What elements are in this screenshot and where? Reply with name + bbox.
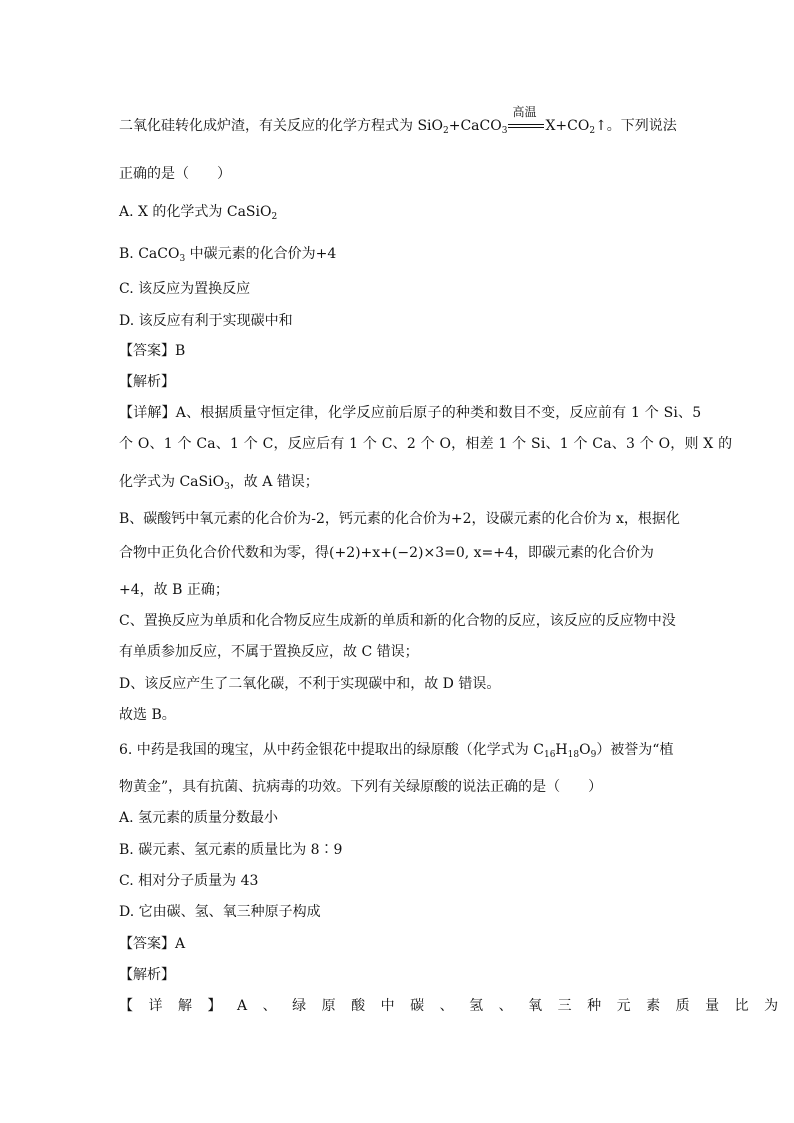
q5-option-b-text-b: 中碳元素的化合价为+4 [185, 246, 337, 262]
q5-detail-line4: B、碳酸钙中氧元素的化合价为-2，钙元素的化合价为+2，设碳元素的化合价为 x，根据化 [119, 511, 680, 527]
q6-stem-line2: 物黄金”，具有抗菌、抗病毒的功效。下列有关绿原酸的说法正确的是（ ） [119, 779, 603, 795]
q6-stem-line1 [119, 740, 679, 760]
q5-stem-line1 [119, 105, 679, 136]
q5-detail-line3-text-b: ，故 A 错误； [229, 474, 319, 490]
q6-formula-sub-h: 18 [567, 750, 580, 760]
reaction-condition-arrow [508, 105, 544, 136]
q5-stem-line2: 正确的是（ ） [119, 166, 231, 182]
q5-detail-line5-text-a: 合物中正负化合价代数和为零，得 [119, 545, 329, 561]
q6-answer: 【答案】A [119, 936, 186, 952]
q5-option-b-sub: 3 [179, 254, 186, 264]
q5-detail-line3-text-a: 化学式为 CaSiO [119, 474, 225, 490]
q5-detail-line6: +4，故 B 正确； [119, 582, 229, 598]
q5-answer: 【答案】B [119, 343, 186, 359]
q5-option-a [119, 202, 679, 222]
q6-formula-sub-o: 9 [590, 750, 597, 760]
q5-option-b-text-a: B. CaCO [119, 246, 180, 262]
q5-detail-line5-text-b: ，即碳元素的化合价为 [513, 545, 654, 561]
q6-analysis-title: 【解析】 [119, 967, 175, 983]
q5-detail-line2: 个 O、1 个 Ca、1 个 C，反应后有 1 个 C、2 个 O，相差 1 个 Si、1 个 Ca、3 个 O，则 X 的 [119, 436, 733, 452]
q5-detail-line9: D、该反应产生了二氧化碳，不利于实现碳中和，故 D 错误。 [119, 676, 501, 692]
q5-detail-line3-sub: 3 [224, 482, 230, 492]
q5-valence-equation: (+2)+x+(−2)×3=0, x=+4 [329, 545, 514, 561]
q6-formula-o: O [579, 742, 591, 758]
q5-stem-text-d: ↑。下列说法 [595, 118, 677, 134]
q6-formula-h: H [555, 742, 568, 758]
q5-option-a-text: A. X 的化学式为 CaSiO [119, 204, 272, 220]
q5-stem-sub2: 3 [501, 126, 508, 136]
q5-option-d: D. 该反应有利于实现碳中和 [119, 313, 293, 329]
q5-stem-text-c: X+CO [545, 118, 590, 134]
q6-detail-line1: 【详解】A、绿原酸中碳、氢、氧三种元素质量比为 [119, 998, 794, 1014]
q6-stem-text-a: 6. 中药是我国的瑰宝，从中药金银花中提取出的绿原酸（化学式为 C [119, 742, 544, 758]
reaction-condition-label: 高温 [512, 105, 537, 119]
q5-detail-line7: C、置换反应为单质和化合物反应生成新的单质和新的化合物的反应，该反应的反应物中没 [119, 613, 676, 629]
q5-stem-text-b: +CaCO [448, 118, 502, 134]
q5-detail-line8: 有单质参加反应，不属于置换反应，故 C 错误； [119, 644, 419, 660]
q5-detail-line5 [119, 543, 679, 563]
q5-option-c: C. 该反应为置换反应 [119, 281, 251, 297]
q5-detail-line3 [119, 472, 679, 492]
q6-option-b: B. 碳元素、氢元素的质量比为 8∶9 [119, 842, 343, 858]
q5-stem-sub1: 2 [443, 126, 449, 136]
q6-formula-sub-c: 16 [543, 750, 556, 760]
q5-stem-sub3: 2 [589, 126, 596, 136]
q5-option-b [119, 244, 679, 264]
q5-conclusion: 故选 B。 [119, 707, 176, 723]
q6-option-a: A. 氢元素的质量分数最小 [119, 810, 279, 826]
q6-option-d: D. 它由碳、氢、氧三种原子构成 [119, 904, 321, 920]
q5-detail-line1: 【详解】A、根据质量守恒定律，化学反应前后原子的种类和数目不变，反应前有 1 个 Si、5 [119, 405, 702, 421]
q5-option-a-sub: 2 [271, 212, 278, 222]
q5-stem-text-a: 二氧化硅转化成炉渣，有关反应的化学方程式为 SiO [119, 118, 443, 134]
q6-stem-text-b: ）被誉为“植 [596, 742, 674, 758]
q6-option-c: C. 相对分子质量为 43 [119, 873, 259, 889]
q5-analysis-title: 【解析】 [119, 374, 175, 390]
